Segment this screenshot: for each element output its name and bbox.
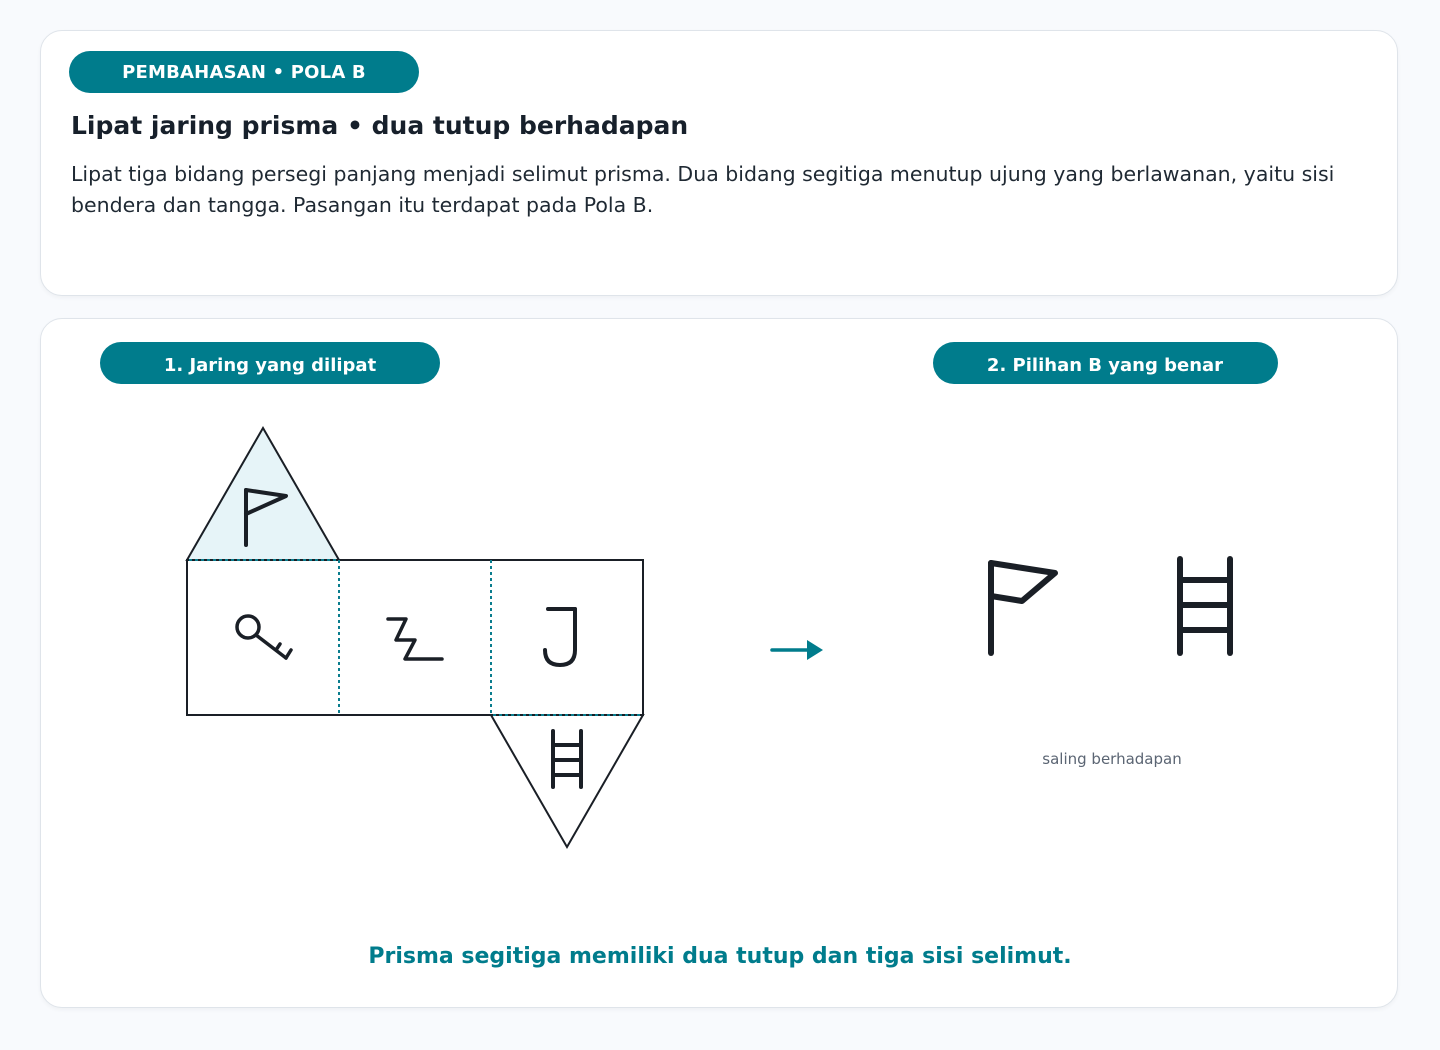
arrow-right-icon — [772, 640, 823, 660]
net-bottom-triangle — [491, 715, 643, 847]
result-flag-icon — [991, 563, 1055, 653]
step1-label: 1. Jaring yang dilipat — [163, 355, 377, 376]
conclusion-text: Prisma segitiga memiliki dua tutup dan tiga sisi selimut. — [368, 944, 1072, 969]
result-caption: saling berhadapan — [1042, 750, 1182, 768]
step2-label: 2. Pilihan B yang benar — [986, 355, 1224, 376]
description-text: Lipat tiga bidang persegi panjang menjadi selimut prisma. Dua bidang segitiga menutup ujung yang berlawanan, yaitu sisi bendera dan tangga. Pasangan itu terdapat pada Pola B. — [71, 162, 1335, 217]
section-badge: PEMBAHASAN • POLA B — [69, 51, 419, 93]
page-title: Lipat jaring prisma • dua tutup berhadapan — [71, 111, 689, 140]
result-ladder-icon — [1180, 559, 1230, 653]
